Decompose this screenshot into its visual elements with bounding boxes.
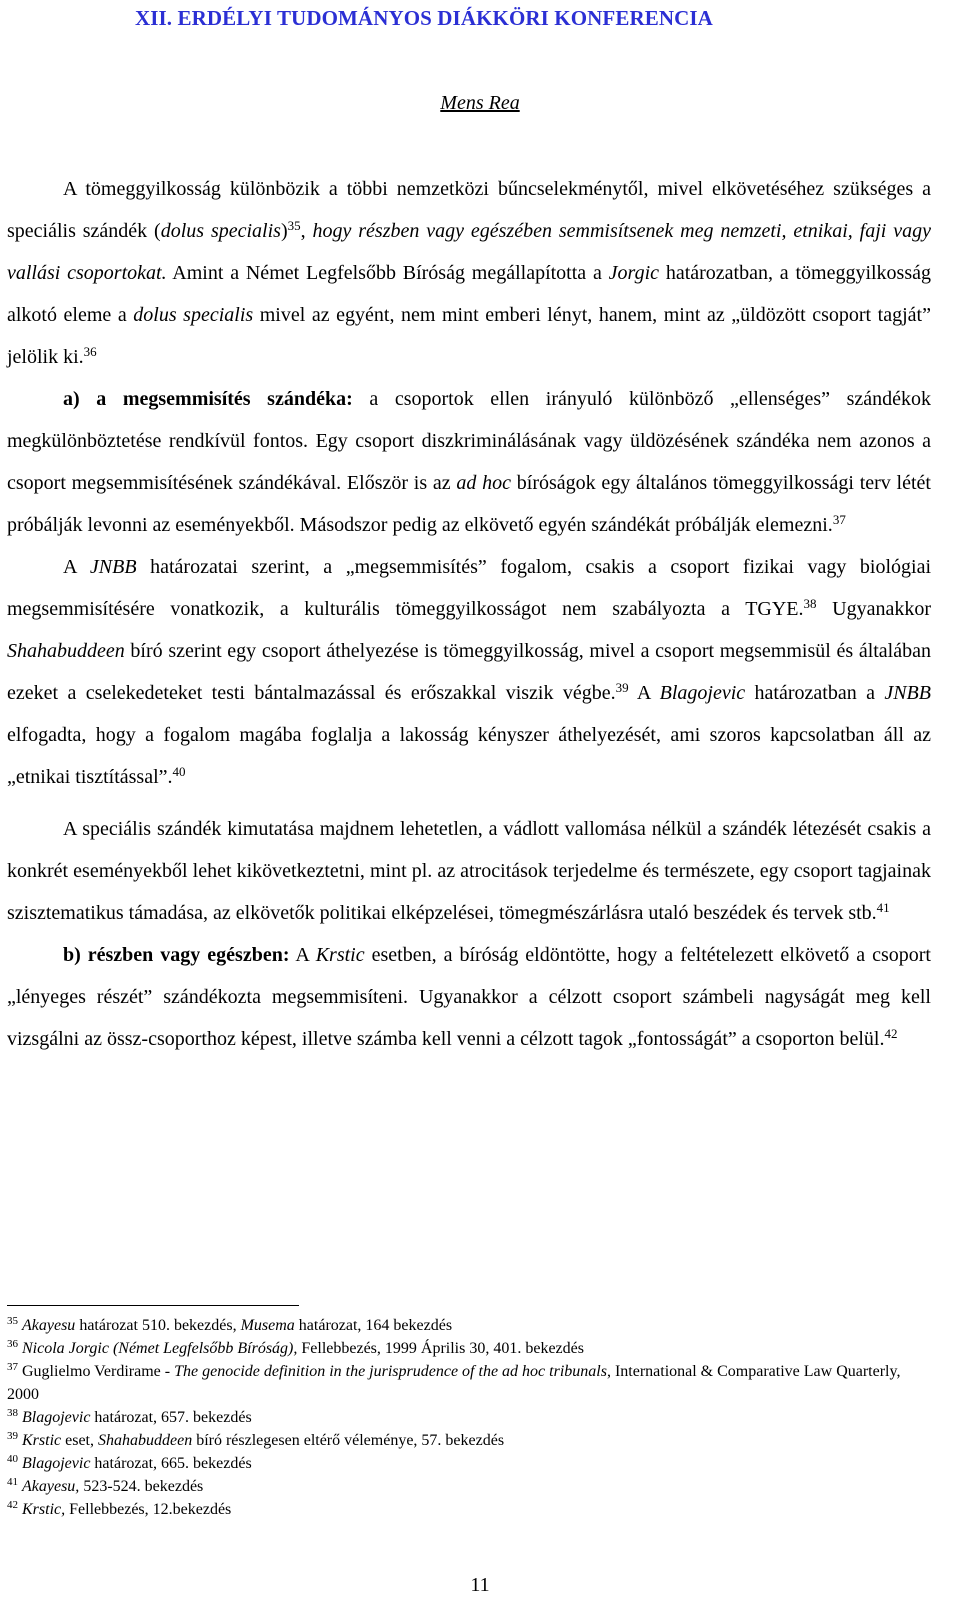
footnote-text: határozat, 164 bekezdés bbox=[294, 1317, 453, 1334]
footnote-number: 38 bbox=[7, 1407, 18, 1419]
text-run: bíró szerint egy csoport áthelyezése is tömeggyilkosság, mivel a csoport megsemmisül és általában ezeket a cselekedeteket testi bántalmazással és erőszakkal viszik végbe. bbox=[7, 640, 931, 704]
paragraph-4 bbox=[7, 808, 931, 934]
footnote-number: 41 bbox=[7, 1476, 18, 1488]
paragraph-5 bbox=[7, 934, 931, 1060]
footnote-number: 40 bbox=[7, 1453, 18, 1465]
paragraph-2 bbox=[7, 378, 931, 546]
text-run: bíróságok egy általános tömeggyilkossági terv létét próbálják levonni az eseményekből. Másodszor pedig az elkövető egyén szándékát próbálják elemezni. bbox=[7, 472, 931, 536]
text-run: a csoportok ellen irányuló különböző „ellenséges” szándékok megkülönböztetése rendkívül fontos. Egy csoport diszkriminálásának vagy üldözésének szándéka nem azonos a csoport megsemmisítésének szándékával. Először is az bbox=[7, 388, 932, 494]
text-run: ) bbox=[280, 220, 288, 242]
footnote-ref[interactable]: 38 bbox=[803, 596, 817, 611]
footnote-text: 523-524. bekezdés bbox=[79, 1478, 204, 1495]
footnote-italic: Shahabuddeen bbox=[98, 1432, 193, 1449]
footnote-ref[interactable]: 40 bbox=[172, 764, 186, 779]
footnotes bbox=[7, 1314, 931, 1521]
subheading: b) részben vagy egészben: bbox=[63, 944, 290, 966]
footnote-number: 42 bbox=[7, 1499, 18, 1511]
italic-term: JNBB bbox=[89, 556, 137, 578]
footnote-42 bbox=[7, 1498, 931, 1521]
footnote-ref[interactable]: 39 bbox=[615, 680, 629, 695]
italic-phrase: hogy részben vagy egészében semmisítsenek meg nemzeti, etnikai, faji vagy vallási csoportokat. bbox=[7, 220, 931, 284]
text-run: esetben, a bíróság eldöntötte, hogy a feltételezett elkövető a csoport „lényeges részét” szándékozta megsemmisíteni. Ugyanakkor a célzott csoport számbeli nagyságát meg kell vizsgálni az össz-csoporthoz képest, illetve számba kell venni a célzott tagok „fontosságát” a csoporton belül. bbox=[7, 944, 931, 1050]
footnote-separator bbox=[7, 1305, 299, 1306]
footnote-40 bbox=[7, 1452, 931, 1475]
subheading: a) a megsemmisítés szándéka: bbox=[63, 388, 353, 410]
footnote-italic: Krstic bbox=[22, 1432, 62, 1449]
footnote-italic: Krstic, bbox=[22, 1501, 66, 1518]
footnote-number: 39 bbox=[7, 1430, 18, 1442]
footnote-ref[interactable]: 37 bbox=[832, 512, 846, 527]
italic-term: dolus specialis bbox=[160, 220, 281, 242]
page-number: 11 bbox=[470, 1574, 490, 1596]
italic-term: Blagojevic bbox=[659, 682, 746, 704]
footnote-text: Fellebbezés, 12.bekezdés bbox=[65, 1501, 232, 1518]
paragraph-3 bbox=[7, 546, 931, 798]
footnote-number: 35 bbox=[7, 1315, 18, 1327]
text-run: A speciális szándék kimutatása majdnem lehetetlen, a vádlott vallomása nélkül a szándék létezését csakis a konkrét eseményekből lehet kikövetkeztetni, mint pl. az atrocitások terjedelme és természete, egy csoport tagjainak szisztematikus támadása, az elkövetők politikai elképzelései, tömegmészárlásra utaló beszédek és tervek stb. bbox=[7, 818, 931, 924]
footnote-number: 36 bbox=[7, 1338, 18, 1350]
footnote-italic: Akayesu bbox=[22, 1317, 76, 1334]
italic-term: JNBB bbox=[884, 682, 931, 704]
text-run: A bbox=[628, 682, 660, 704]
footnote-ref[interactable]: 42 bbox=[884, 1026, 898, 1041]
italic-term: Krstic bbox=[315, 944, 365, 966]
footnote-italic: Blagojevic bbox=[22, 1409, 91, 1426]
italic-term: Shahabuddeen bbox=[7, 640, 125, 662]
footnote-38 bbox=[7, 1406, 931, 1429]
footnote-41 bbox=[7, 1475, 931, 1498]
footnote-ref[interactable]: 35 bbox=[287, 218, 301, 233]
footnote-italic: Nicola Jorgic (Német Legfelsőbb Bíróság), bbox=[22, 1340, 298, 1357]
footnote-text: határozat, 657. bekezdés bbox=[90, 1409, 252, 1426]
footnote-text: határozat 510. bekezdés, bbox=[75, 1317, 241, 1334]
footnote-39 bbox=[7, 1429, 931, 1452]
footnote-italic: Musema bbox=[240, 1317, 295, 1334]
text-run: A bbox=[289, 944, 316, 966]
footnote-text: határozat, 665. bekezdés bbox=[90, 1455, 252, 1472]
footnote-italic: Akayesu, bbox=[22, 1478, 80, 1495]
footnote-37 bbox=[7, 1360, 931, 1406]
footnote-text: , International & Comparative Law Quarterly, 2000 bbox=[7, 1363, 901, 1403]
text-run: , bbox=[300, 220, 313, 242]
text-run: Amint a Német Legfelsőbb Bíróság megállapította a bbox=[166, 262, 609, 284]
italic-term: ad hoc bbox=[456, 472, 512, 494]
footnote-italic: The genocide definition in the jurisprudence of the ad hoc tribunals bbox=[174, 1363, 607, 1380]
text-run: határozatban a bbox=[745, 682, 885, 704]
text-run: A bbox=[63, 556, 90, 578]
text-run: Ugyanakkor bbox=[816, 598, 931, 620]
footnote-italic: Blagojevic bbox=[22, 1455, 91, 1472]
paragraph-1 bbox=[7, 168, 931, 378]
text-run: mivel az egyént, nem mint emberi lényt, hanem, mint az „üldözött csoport tagját” jelölik ki. bbox=[7, 304, 931, 368]
text-run: elfogadta, hogy a fogalom magába foglalja a lakosság kényszer áthelyezését, ami szoros kapcsolatban áll az „etnikai tisztítással”. bbox=[7, 724, 931, 788]
text-run: határozatai szerint, a „megsemmisítés” fogalom, csakis a csoport fizikai vagy biológiai megsemmisítésére vonatkozik, a kulturális tömeggyilkosságot nem szabályozta a TGYE. bbox=[7, 556, 932, 620]
footnote-text: Fellebbezés, 1999 Április 30, 401. bekezdés bbox=[297, 1340, 584, 1357]
footnote-number: 37 bbox=[7, 1361, 18, 1373]
footnote-36 bbox=[7, 1337, 931, 1360]
footnote-text: Guglielmo Verdirame - bbox=[22, 1363, 175, 1380]
footnote-text: bíró részlegesen eltérő véleménye, 57. bekezdés bbox=[192, 1432, 505, 1449]
footnote-ref[interactable]: 41 bbox=[876, 900, 890, 915]
text-run: határozatban, a tömeggyilkosság alkotó eleme a bbox=[7, 262, 931, 326]
footnote-text: eset, bbox=[61, 1432, 98, 1449]
page-header: XII. ERDÉLYI TUDOMÁNYOS DIÁKKÖRI KONFERENCIA bbox=[135, 6, 713, 30]
section-title: Mens Rea bbox=[440, 92, 520, 114]
footnote-35 bbox=[7, 1314, 931, 1337]
italic-term: Jorgic bbox=[608, 262, 660, 284]
footnote-ref[interactable]: 36 bbox=[83, 344, 97, 359]
text-run: A tömeggyilkosság különbözik a többi nemzetközi bűncselekménytől, mivel elkövetéséhez szükséges a speciális szándék ( bbox=[7, 178, 931, 242]
body-text bbox=[7, 168, 931, 1060]
italic-term: dolus specialis bbox=[133, 304, 254, 326]
